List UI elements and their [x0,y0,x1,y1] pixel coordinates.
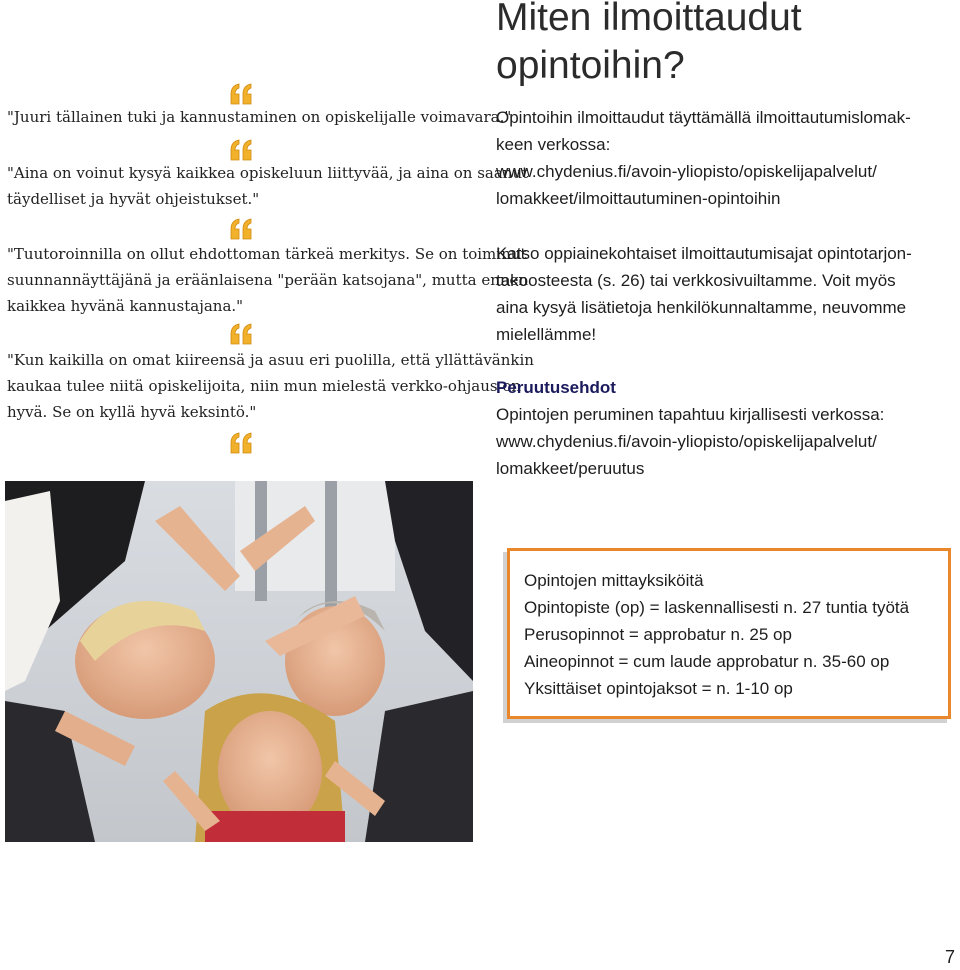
cancellation-link-line[interactable]: lomakkeet/peruutus [496,459,645,478]
quote-mark-icon [229,82,253,106]
units-box-line: Aineopinnot = cum laude approbatur n. 35-60 op [524,652,890,671]
intro-line: Opintoihin ilmoittaudut täyttämällä ilmoittautumislomak- [496,108,911,127]
student-quote [7,347,534,425]
registration-intro [496,104,951,212]
quote-line: täydelliset ja hyvät ohjeistukset." [7,190,260,208]
info-line: takoosteesta (s. 26) tai verkkosivuiltamme. Voit myös [496,271,896,290]
page-title-line: opintoihin? [496,44,685,87]
cancellation-line: Opintojen peruminen tapahtuu kirjallisesti verkossa: [496,405,885,424]
quote-line: suunnannäyttäjänä ja eräänlaisena "perään katsojana", mutta ennen [7,271,529,289]
quote-mark-icon [229,431,253,455]
units-box-line: Yksittäiset opintojaksot = n. 1-10 op [524,679,793,698]
intro-line: keen verkossa: [496,135,611,154]
info-line: Katso oppiainekohtaiset ilmoittautumisajat opintotarjon- [496,244,912,263]
study-units-box [507,548,951,719]
registration-link-line[interactable]: www.chydenius.fi/avoin-yliopisto/opiskelijapalvelut/ [496,162,877,181]
units-box-line: Perusopinnot = approbatur n. 25 op [524,625,792,644]
quote-line: "Kun kaikilla on omat kiireensä ja asuu eri puolilla, että yllättävänkin [7,351,534,369]
units-box-line: Opintopiste (op) = laskennallisesti n. 27 tuntia työtä [524,598,910,617]
quote-line: "Juuri tällainen tuki ja kannustaminen on opiskelijalle voimavara." [7,108,512,126]
quote-line: hyvä. Se on kyllä hyvä keksintö." [7,403,257,421]
student-quote [7,160,529,212]
quote-line: kaukaa tulee niitä opiskelijoita, niin mun mielestä verkko-ohjaus on [7,377,522,395]
page-title-line: Miten ilmoittaudut [496,0,802,39]
units-box-title: Opintojen mittayksiköitä [524,571,704,590]
students-photo [5,481,473,842]
cancellation-section [496,374,951,482]
quote-mark-icon [229,217,253,241]
quote-line: "Aina on voinut kysyä kaikkea opiskeluun liittyvää, ja aina on saanut [7,164,529,182]
quote-line: "Tuutoroinnilla on ollut ehdottoman tärkeä merkitys. Se on toiminut [7,245,527,263]
page-title [496,0,956,90]
student-quote [7,104,512,130]
page-number: 7 [944,947,955,967]
registration-link-line[interactable]: lomakkeet/ilmoittautuminen-opintoihin [496,189,781,208]
info-line: aina kysyä lisätietoja henkilökunnaltamme, neuvomme [496,298,907,317]
cancellation-link-line[interactable]: www.chydenius.fi/avoin-yliopisto/opiskelijapalvelut/ [496,432,877,451]
quote-line: kaikkea hyvänä kannustajana." [7,297,244,315]
cancellation-heading: Peruutusehdot [496,378,616,397]
registration-info [496,240,951,348]
info-line: mielellämme! [496,325,597,344]
quote-mark-icon [229,138,253,162]
student-quote [7,241,529,319]
quote-mark-icon [229,322,253,346]
